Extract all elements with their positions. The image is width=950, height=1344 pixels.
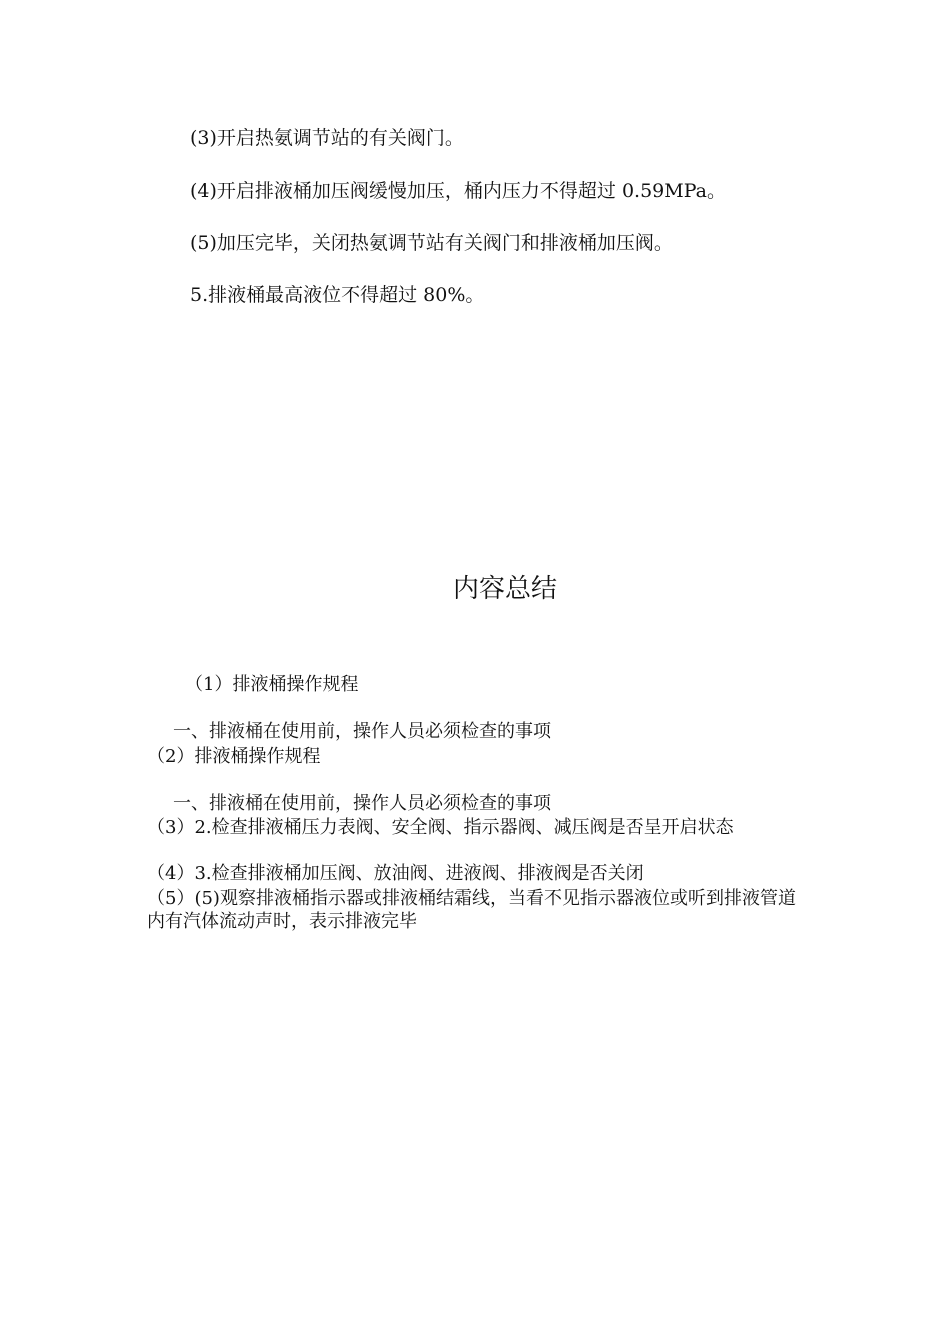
paragraph-step-5: (5)加压完毕，关闭热氨调节站有关阀门和排液桶加压阀。 bbox=[190, 232, 673, 254]
paragraph-max-level: 5.排液桶最高液位不得超过 80%。 bbox=[190, 284, 485, 306]
summary-line-5: （3）2.检查排液桶压力表阀、安全阀、指示器阀、减压阀是否呈开启状态 bbox=[147, 817, 734, 838]
summary-line-1: （1）排液桶操作规程 bbox=[185, 674, 359, 695]
summary-heading: 内容总结 bbox=[452, 574, 557, 604]
summary-line-2: 一、排液桶在使用前，操作人员必须检查的事项 bbox=[173, 721, 551, 742]
summary-line-6: （4）3.检查排液桶加压阀、放油阀、进液阀、排液阀是否关闭 bbox=[147, 863, 644, 884]
summary-line-4: 一、排液桶在使用前，操作人员必须检查的事项 bbox=[173, 793, 551, 814]
summary-line-7: （5）(5)观察排液桶指示器或排液桶结霜线，当看不见指示器液位或听到排液管道内有汽体流动声时，表示排液完毕 bbox=[147, 888, 796, 932]
paragraph-step-4: (4)开启排液桶加压阀缓慢加压，桶内压力不得超过 0.59MPa。 bbox=[190, 180, 726, 202]
summary-line-3: （2）排液桶操作规程 bbox=[147, 746, 321, 767]
paragraph-step-3: (3)开启热氨调节站的有关阀门。 bbox=[190, 127, 464, 149]
